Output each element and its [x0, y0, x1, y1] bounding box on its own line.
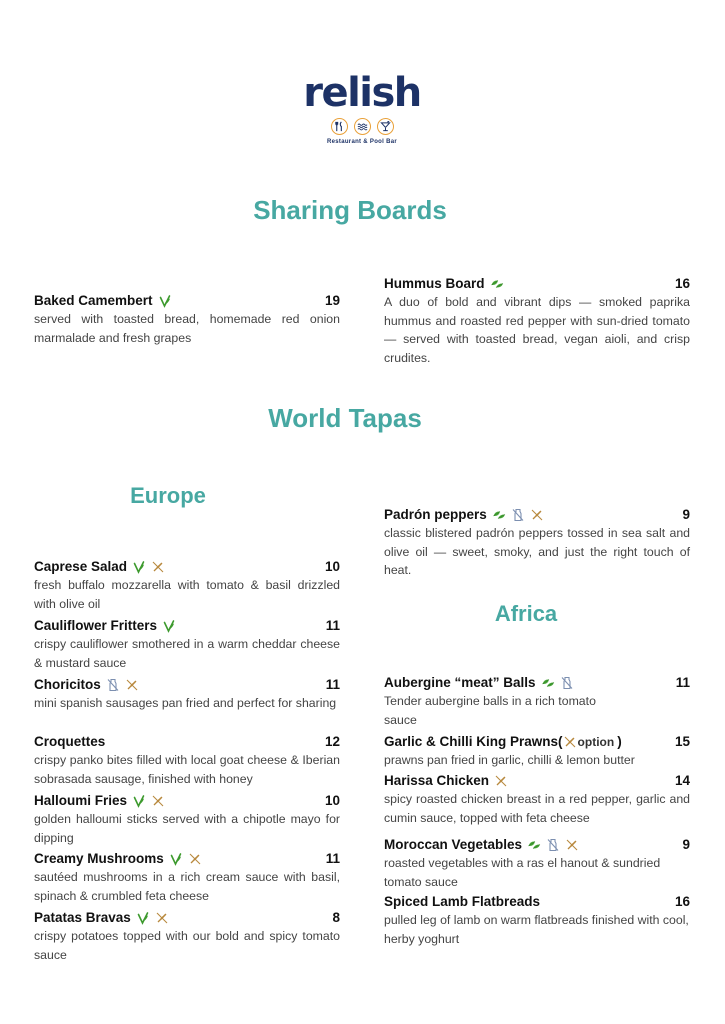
vegan-icon: [490, 277, 504, 291]
menu-item: [34, 849, 340, 905]
gluten-free-icon: [151, 560, 165, 574]
vegetarian-icon: [158, 294, 172, 308]
gluten-free-icon: [188, 852, 202, 866]
menu-item: [384, 505, 690, 580]
gluten-free-icon: [125, 678, 139, 692]
option-label: option: [577, 734, 615, 749]
dairy-free-icon: [106, 678, 120, 692]
item-description: served with toasted bread, homemade red onion marmalade and fresh grapes: [34, 312, 340, 345]
vegetarian-icon: [162, 619, 176, 633]
menu-item: [34, 291, 340, 347]
cutlery-icon: [331, 118, 348, 135]
gluten-free-icon: [494, 774, 508, 788]
item-name: Creamy Mushrooms: [34, 851, 164, 866]
item-description: roasted vegetables with a ras el hanout & sundried tomato sauce: [384, 856, 661, 889]
item-description: spicy roasted chicken breast in a red pepper, garlic and cumin sauce, topped with feta cheese: [384, 792, 690, 825]
item-price: 15: [674, 734, 690, 749]
item-description: Tender aubergine balls in a rich tomato sauce: [384, 694, 596, 727]
item-price: 11: [325, 851, 340, 866]
item-name: Spiced Lamb Flatbreads: [384, 894, 541, 909]
item-description: fresh buffalo mozzarella with tomato & basil drizzled with olive oil: [34, 578, 340, 611]
world-tapas-heading: World Tapas: [268, 403, 422, 433]
item-name: Halloumi Fries: [34, 793, 128, 808]
item-description: prawns pan fried in garlic, chilli & lemon butter: [384, 753, 635, 767]
item-description: sautéed mushrooms in a rich cream sauce with basil, spinach & crumbled feta cheese: [34, 870, 340, 903]
menu-item: [34, 732, 340, 788]
menu-item: [34, 616, 340, 672]
item-name: Choricitos: [34, 677, 101, 692]
item-price: 9: [682, 837, 690, 852]
item-name: Garlic & Chilli King Prawns: [384, 734, 559, 749]
item-description: A duo of bold and vibrant dips — smoked paprika hummus and roasted red pepper with sun-dried tomato — served with toasted bread, vegan aioli, and crisp crudites.: [384, 295, 690, 365]
item-description: classic blistered padrón peppers tossed in sea salt and olive oil — sweet, smoky, and just the right touch of heat.: [384, 526, 690, 577]
item-price: 11: [675, 675, 690, 690]
menu-item: [34, 908, 340, 964]
item-price: 19: [324, 293, 340, 308]
menu-item: [34, 675, 340, 713]
gluten-free-icon: [155, 911, 169, 925]
item-price: 8: [332, 910, 340, 925]
item-description: mini spanish sausages pan fried and perfect for sharing: [34, 696, 337, 710]
gluten-free-icon: [565, 838, 579, 852]
item-name: Hummus Board: [384, 276, 485, 291]
africa-heading: Africa: [494, 601, 558, 626]
vegetarian-icon: [136, 911, 150, 925]
item-name: Padrón peppers: [384, 507, 487, 522]
menu-item: [384, 274, 690, 367]
vegetarian-icon: [132, 794, 146, 808]
item-price: 12: [324, 734, 340, 749]
item-description: crispy potatoes topped with our bold and spicy tomato sauce: [34, 929, 340, 962]
item-price: 11: [325, 618, 340, 633]
menu-item: [384, 892, 690, 948]
vegan-icon: [541, 676, 555, 690]
item-name: Baked Camembert: [34, 293, 153, 308]
menu-item: [384, 673, 690, 729]
vegetarian-icon: [169, 852, 183, 866]
gluten-free-icon: [530, 508, 544, 522]
item-description: crispy cauliflower smothered in a warm cheddar cheese & mustard sauce: [34, 637, 340, 670]
item-name: Moroccan Vegetables: [384, 837, 523, 852]
item-description: golden halloumi sticks served with a chipotle mayo for dipping: [34, 812, 340, 845]
menu-item: [384, 732, 690, 770]
item-name: Cauliflower Fritters: [34, 618, 158, 633]
item-price: 16: [674, 894, 690, 909]
gluten-free-icon: [563, 735, 577, 749]
vegan-icon: [527, 838, 541, 852]
menu-item: [34, 791, 340, 847]
item-price: 9: [682, 507, 690, 522]
gluten-free-icon: [151, 794, 165, 808]
logo-wordmark: relish: [303, 70, 421, 116]
menu-item: [384, 835, 690, 891]
item-price: 14: [674, 773, 690, 788]
item-price: 16: [674, 276, 690, 291]
item-name: Caprese Salad: [34, 559, 128, 574]
menu-item: [384, 771, 690, 827]
dairy-free-icon: [560, 676, 574, 690]
vegan-icon: [492, 508, 506, 522]
item-name: Aubergine “meat” Balls: [384, 675, 536, 690]
dairy-free-icon: [511, 508, 525, 522]
vegetarian-icon: [132, 560, 146, 574]
item-name: Harissa Chicken: [384, 773, 490, 788]
cocktail-icon: [377, 118, 394, 135]
dairy-free-icon: [546, 838, 560, 852]
logo-tagline: Restaurant & Pool Bar: [327, 139, 397, 145]
sharing-boards-heading: Sharing Boards: [253, 195, 447, 225]
item-description: pulled leg of lamb on warm flatbreads finished with cool, herby yoghurt: [384, 913, 689, 946]
item-name: Patatas Bravas: [34, 910, 131, 925]
europe-heading: Europe: [130, 483, 206, 508]
item-price: 10: [324, 793, 340, 808]
item-description: crispy panko bites filled with local goat cheese & Iberian sobrasada sausage, finished with honey: [34, 753, 340, 786]
logo: [262, 70, 462, 145]
item-price: 11: [325, 677, 340, 692]
waves-icon: [354, 118, 371, 135]
item-price: 10: [324, 559, 340, 574]
gluten-free-option-note: ( option ): [558, 734, 622, 749]
logo-icon-row: [262, 118, 462, 135]
item-name: Croquettes: [34, 734, 106, 749]
menu-item: [34, 557, 340, 613]
